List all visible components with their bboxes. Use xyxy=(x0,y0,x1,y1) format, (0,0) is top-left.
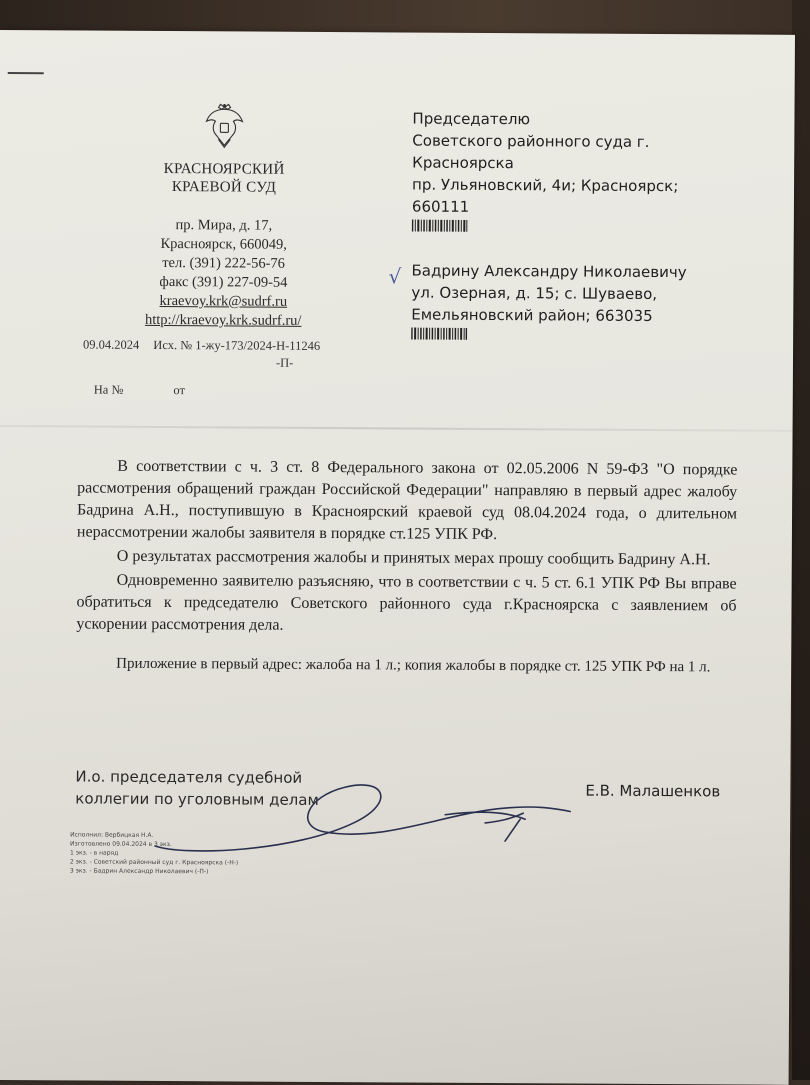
background-right xyxy=(792,0,810,1080)
recipient2-line1: Бадрину Александру Николаевичу xyxy=(411,261,687,282)
sender-block xyxy=(108,101,339,331)
corner-mark xyxy=(8,72,44,74)
barcode-icon xyxy=(412,220,468,232)
sender-website-link[interactable]: http://kraevoy.krk.sudrf.ru/ xyxy=(144,311,302,329)
recipient1-line4: пр. Ульяновский, 4и; Красноярск; xyxy=(412,175,679,196)
copy3-line: 3 экз. - Бадрин Александр Николаевич (-П-) xyxy=(69,867,209,876)
letter-sheet xyxy=(0,30,795,1085)
court-name-line1: КРАСНОЯРСКИЙ xyxy=(163,161,285,178)
sender-address xyxy=(108,216,339,331)
ot-label: от xyxy=(173,383,186,398)
recipient1-line2: Советского районного суда г. xyxy=(412,131,650,151)
coat-of-arms-icon xyxy=(203,101,245,149)
recipient1-line5: 660111 xyxy=(411,197,470,216)
sender-fax: факс (391) 227-09-54 xyxy=(159,273,288,291)
sender-street: пр. Мира, д. 17, xyxy=(175,217,273,234)
incoming-reference xyxy=(94,383,185,399)
recipient2-line2: ул. Озерная, д. 15; с. Шуваево, xyxy=(411,283,658,304)
sender-phone: тел. (391) 222-56-76 xyxy=(162,254,285,272)
body-paragraph-2: О результатах рассмотрения жалобы и принятых мерах прошу сообщить Бадрину А.Н. xyxy=(116,547,711,569)
court-name-line2: КРАЕВОЙ СУД xyxy=(171,179,277,196)
barcode-icon xyxy=(411,328,467,340)
sender-city: Красноярск, 660049, xyxy=(160,235,287,253)
produced-line: Изготовлено 09.04.2024 в 3 экз. xyxy=(70,840,172,849)
body-paragraph-1: В соответствии с ч. 3 ст. 8 Федерального закона от 02.05.2006 N 59-ФЗ "О порядке рассмотрения обращений граждан Российской Федерации" направляю в первый адрес жалобу Бадрина А.Н., поступившую в Красноярский краевой суд 08.04.2024 года, о длительном нерассмотрении жалобы заявителя в порядке ст.125 УПК РФ. xyxy=(76,457,738,544)
recipient1-line1: Председателю xyxy=(412,109,531,129)
copy2-line: 2 экз. - Советский районный суд г. Красноярска (-Н-) xyxy=(69,858,239,867)
executor-footer xyxy=(70,830,239,876)
letter-body xyxy=(76,455,737,679)
signer-title-line1: И.о. председателя судебной xyxy=(75,767,303,787)
signer-title-line2: коллегии по уголовным делам xyxy=(75,789,319,809)
recipient2-line3: Емельяновский район; 663035 xyxy=(411,305,653,325)
reference-line xyxy=(83,338,320,354)
na-label: На № xyxy=(93,382,124,397)
sender-email-link[interactable]: kraevoy.krk@sudrf.ru xyxy=(159,292,288,310)
signer-name: Е.В. Малашенков xyxy=(585,781,721,801)
reference-suffix: -П- xyxy=(275,355,294,370)
check-mark-icon: √ xyxy=(388,264,402,289)
copy1-line: 1 экз. - в наряд xyxy=(69,849,119,857)
outgoing-number: Исх. № 1-жу-173/2024-Н-11246 xyxy=(153,337,321,353)
letter-date: 09.04.2024 xyxy=(83,337,140,352)
recipient1-block xyxy=(412,108,679,242)
attachment-note: Приложение в первый адрес: жалоба на 1 л.; копия жалобы в порядке ст. 125 УПК РФ на 1 л. xyxy=(116,655,711,676)
body-paragraph-3: Одновременно заявителю разъясняю, что в соответствии с ч. 5 ст. 6.1 УПК РФ Вы вправе обратиться к председателю Советского районного суда г.Красноярска с заявлением об ускорении рассмотрения дела. xyxy=(76,571,737,634)
recipient2-block xyxy=(411,260,687,350)
recipient1-line3: Красноярска xyxy=(412,153,514,173)
executor-line: Исполнил: Вербицкая Н.А. xyxy=(70,831,154,839)
